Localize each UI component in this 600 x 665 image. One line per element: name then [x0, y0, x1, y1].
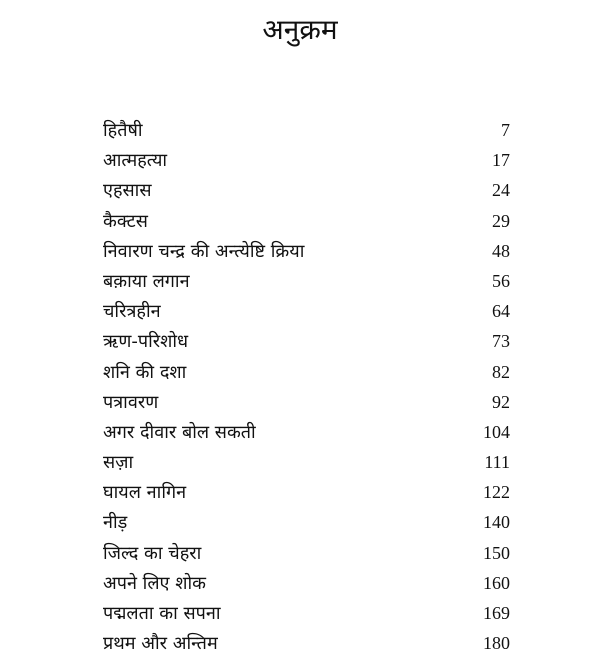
- toc-entry-page: 24: [492, 180, 510, 201]
- toc-entry-page: 48: [492, 240, 510, 261]
- toc-entry-title: निवारण चन्द्र की अन्त्येष्टि क्रिया: [103, 240, 305, 262]
- toc-entry-title: हितैषी: [103, 120, 143, 141]
- toc-entry[interactable]: [103, 628, 510, 658]
- toc-entry-title: घायल नागिन: [103, 482, 187, 504]
- toc-entry-page: 82: [492, 361, 510, 382]
- toc-entry-page: 73: [492, 331, 510, 352]
- toc-entry-title: जिल्द का चेहरा: [103, 542, 202, 564]
- table-of-contents: [103, 115, 510, 658]
- toc-entry-page: 17: [492, 150, 510, 171]
- toc-entry-title: चरित्रहीन: [103, 301, 161, 323]
- toc-entry-title: शनि की दशा: [103, 361, 187, 383]
- toc-entry[interactable]: [103, 206, 510, 236]
- toc-entry-title: प्रथम और अन्तिम: [103, 633, 218, 655]
- toc-entry[interactable]: [103, 387, 510, 417]
- toc-entry[interactable]: [103, 145, 510, 175]
- toc-entry[interactable]: [103, 326, 510, 356]
- toc-entry-page: 180: [483, 633, 510, 654]
- toc-entry-title: पत्रावरण: [103, 391, 159, 413]
- toc-entry[interactable]: [103, 568, 510, 598]
- toc-entry-page: 111: [484, 452, 510, 473]
- toc-entry[interactable]: [103, 296, 510, 326]
- toc-entry-page: 160: [483, 572, 510, 593]
- toc-entry[interactable]: [103, 266, 510, 296]
- toc-entry[interactable]: [103, 236, 510, 266]
- toc-entry-page: 150: [483, 542, 510, 563]
- toc-entry-title: पद्मलता का सपना: [103, 603, 221, 624]
- page-title: अनुक्रम: [262, 13, 338, 46]
- toc-entry-page: 7: [501, 120, 510, 140]
- toc-entry[interactable]: [103, 447, 510, 477]
- toc-entry-page: 64: [492, 301, 510, 322]
- toc-entry[interactable]: [103, 507, 510, 537]
- toc-entry[interactable]: [103, 175, 510, 205]
- toc-entry-title: ऋण-परिशोध: [103, 331, 189, 353]
- toc-entry-title: कैक्टस: [103, 210, 148, 232]
- toc-entry-title: बक़ाया लगान: [103, 270, 190, 292]
- toc-entry-title: आत्महत्या: [103, 150, 168, 172]
- toc-entry-page: 56: [492, 270, 510, 291]
- toc-entry-page: 122: [483, 482, 510, 503]
- toc-entry-page: 140: [483, 512, 510, 533]
- toc-entry-page: 29: [492, 210, 510, 231]
- toc-entry[interactable]: [103, 538, 510, 568]
- toc-entry[interactable]: [103, 598, 510, 628]
- toc-entry-page: 104: [483, 421, 510, 442]
- toc-entry-page: 169: [483, 603, 510, 623]
- toc-entry-title: सज़ा: [103, 452, 134, 474]
- toc-entry-title: एहसास: [103, 180, 152, 202]
- toc-entry-title: नीड़: [103, 512, 128, 534]
- toc-entry[interactable]: [103, 417, 510, 447]
- toc-entry[interactable]: [103, 477, 510, 507]
- toc-entry-title: अपने लिए शोक: [103, 572, 206, 594]
- toc-entry-title: अगर दीवार बोल सकती: [103, 421, 256, 443]
- toc-entry-page: 92: [492, 391, 510, 412]
- toc-entry[interactable]: [103, 115, 510, 145]
- toc-entry[interactable]: [103, 357, 510, 387]
